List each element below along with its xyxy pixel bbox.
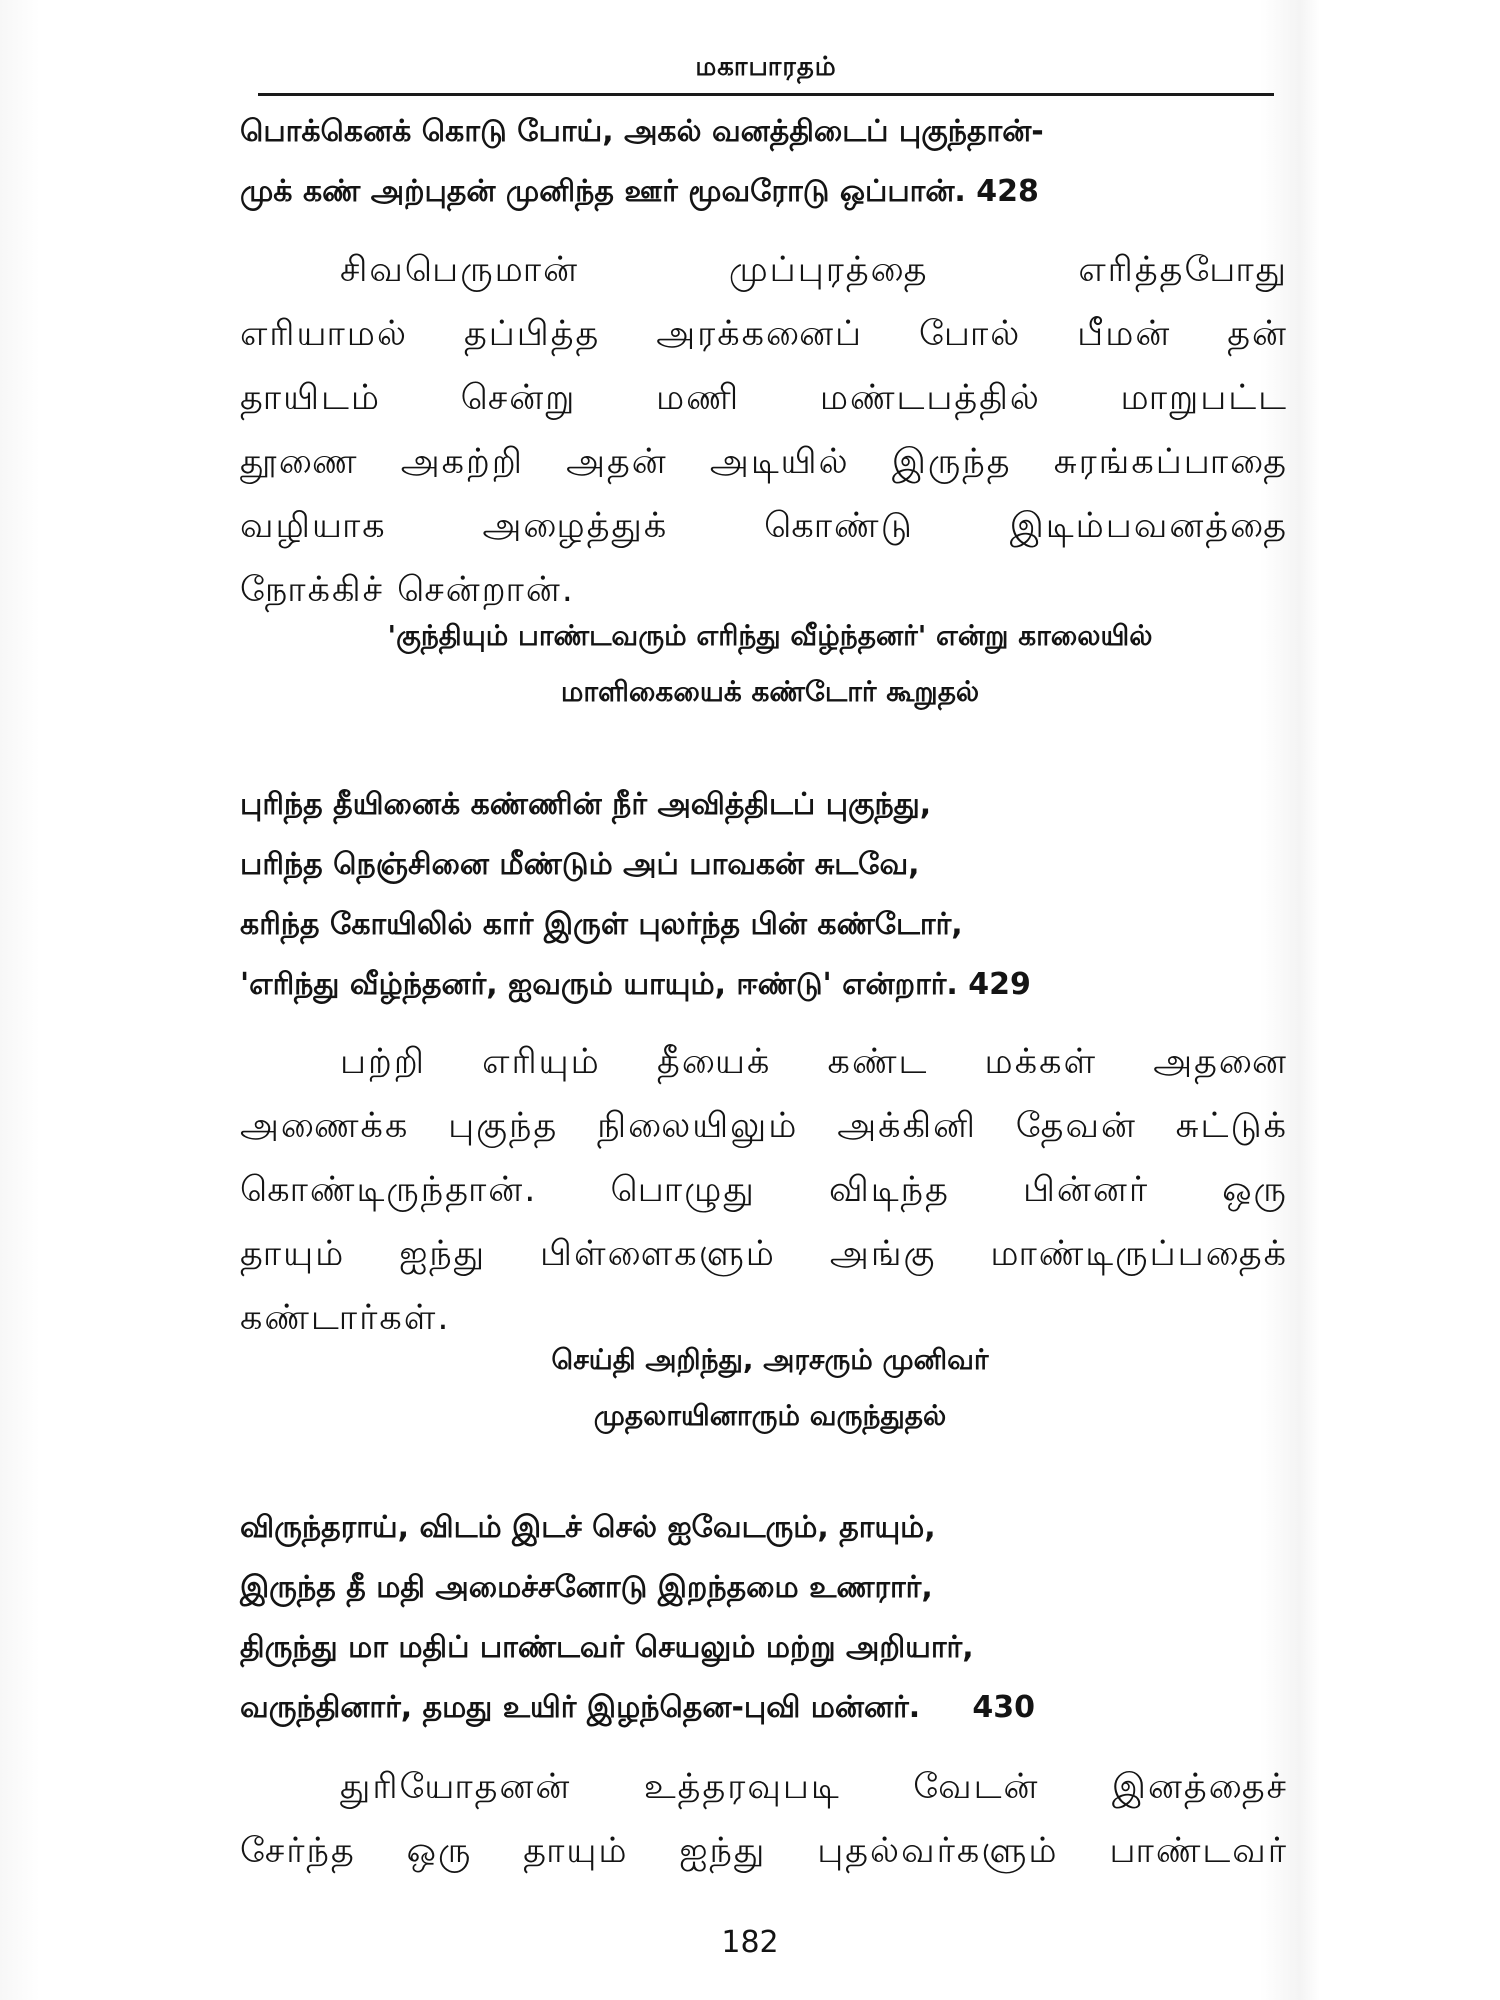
section-heading-2 [240,1332,1300,1444]
prose-line: கண்டார்கள். [240,1298,451,1338]
prose-line: தாயிடம் சென்று மணி மண்டபத்தில் மாறுபட்ட [240,378,1288,418]
prose-line: சிவபெருமான் முப்புரத்தை எரித்தபோது [340,250,1288,290]
verse-428 [240,102,1300,222]
verse-line: திருந்து மா மதிப் பாண்டவர் செயலும் மற்று அறியார், [240,1630,974,1665]
prose-line: நோக்கிச் சென்றான். [240,570,575,610]
verse-line: 'எரிந்து வீழ்ந்தனர், ஐவரும் யாயும், ஈண்டு' என்றார். 429 [240,967,1031,1002]
verse-line: வருந்தினார், தமது உயிர் இழந்தென-புவி மன்னர். 430 [240,1690,1036,1725]
page-number: 182 [721,1925,779,1960]
heading-line: முதலாயினாரும் வருந்துதல் [593,1399,947,1432]
prose-line: பற்றி எரியும் தீயைக் கண்ட மக்கள் அதனை [340,1042,1288,1082]
heading-line: 'குந்தியும் பாண்டவரும் எரிந்து வீழ்ந்தனர்' என்று காலையில் [387,619,1153,652]
prose-line: எரியாமல் தப்பித்த அரக்கனைப் போல் பீமன் தன் [240,314,1288,354]
heading-line: மாளிகையைக் கண்டோர் கூறுதல் [560,675,980,708]
prose-line: துரியோதனன் உத்தரவுபடி வேடன் இனத்தைச் [340,1767,1288,1807]
verse-429 [240,775,1300,1015]
prose-paragraph-1 [240,238,1288,622]
prose-paragraph-2 [240,1030,1288,1350]
verse-line: பொக்கெனக் கொடு போய், அகல் வனத்திடைப் புகுந்தான்- [240,114,1044,149]
heading-line: செய்தி அறிந்து, அரசரும் முனிவர் [551,1343,989,1376]
header-rule [258,93,1274,96]
prose-paragraph-3 [240,1755,1288,1883]
prose-line: கொண்டிருந்தான். பொழுது விடிந்த பின்னர் ஒரு [240,1170,1288,1210]
verse-line: கரிந்த கோயிலில் கார் இருள் புலர்ந்த பின் கண்டோர், [240,907,963,942]
prose-line: தூணை அகற்றி அதன் அடியில் இருந்த சுரங்கப்பாதை [240,442,1288,482]
prose-line: அணைக்க புகுந்த நிலையிலும் அக்கினி தேவன் சுட்டுக் [240,1106,1288,1146]
prose-line: சேர்ந்த ஒரு தாயும் ஐந்து புதல்வர்களும் பாண்டவர் [240,1831,1288,1871]
verse-line: இருந்த தீ மதி அமைச்சனோடு இறந்தமை உணரார், [240,1570,933,1605]
section-heading-1 [240,608,1300,720]
running-title: மகாபாரதம் [695,52,837,82]
verse-line: பரிந்த நெஞ்சினை மீண்டும் அப் பாவகன் சுடவே, [240,847,920,882]
verse-430 [240,1498,1300,1738]
verse-line: புரிந்த தீயினைக் கண்ணின் நீர் அவித்திடப் புகுந்து, [240,787,932,822]
verse-line: முக் கண் அற்புதன் முனிந்த ஊர் மூவரோடு ஒப்பான். 428 [240,174,1039,209]
prose-line: தாயும் ஐந்து பிள்ளைகளும் அங்கு மாண்டிருப்பதைக் [240,1234,1288,1274]
verse-line: விருந்தராய், விடம் இடச் செல் ஐவேடரும், தாயும், [240,1510,936,1545]
prose-line: வழியாக அழைத்துக் கொண்டு இடிம்பவனத்தை [240,506,1288,546]
